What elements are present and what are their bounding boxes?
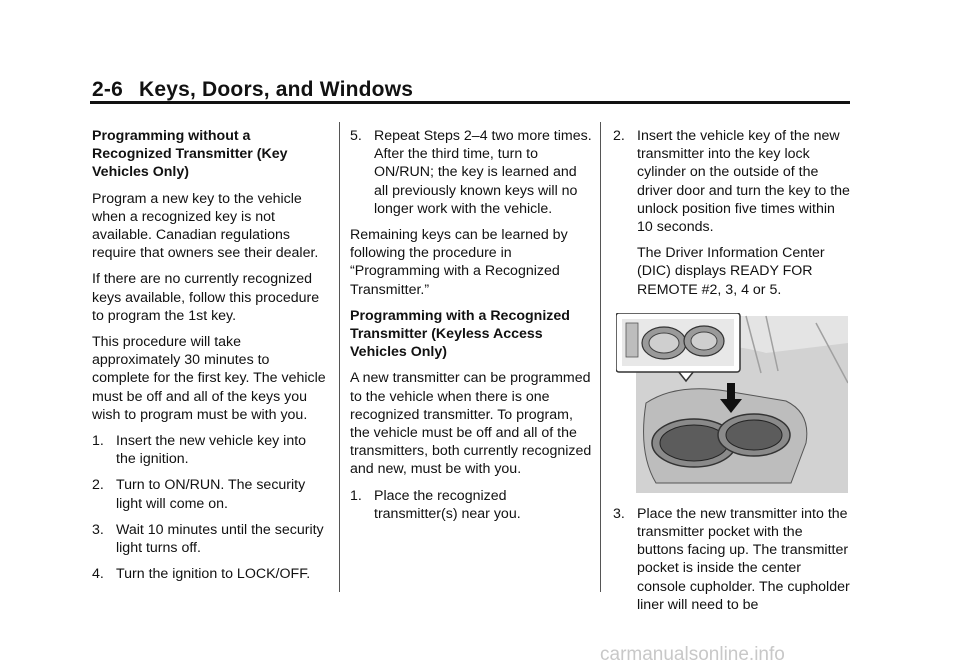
step-number: 2. [613, 128, 625, 144]
step-text: Wait 10 minutes until the security light turns off. [116, 521, 324, 557]
paragraph: Remaining keys can be learned by following the procedure in “Programming with a Recognized Transmitter.” [350, 227, 568, 298]
step-note: The Driver Information Center (DIC) displays READY FOR REMOTE #2, 3, 4 or 5. [637, 245, 825, 298]
step-item [350, 127, 592, 218]
step-item [613, 505, 853, 614]
step-number: 2. [92, 477, 104, 494]
step-item [613, 127, 853, 236]
watermark-text: carmanualsonline.info [600, 644, 785, 665]
step-number: 1. [350, 487, 362, 504]
column-1 [92, 127, 328, 591]
step-text: Insert the vehicle key of the new transmitter into the key lock cylinder on the outside of the driver door and turn the key to the unlock position five times within 10 seconds. [637, 128, 850, 236]
section-heading: Programming without a Recognized Transmitter (Key Vehicles Only) [92, 128, 288, 181]
step-item [92, 521, 328, 557]
step-item [350, 487, 592, 523]
column-2 [350, 127, 592, 531]
step-number: 3. [613, 505, 625, 522]
step-number: 1. [92, 433, 104, 450]
cupholder-illustration [616, 313, 848, 493]
header-rule [90, 101, 850, 104]
step-text: Turn to ON/RUN. The security light will come on. [116, 477, 306, 512]
step-number: 4. [92, 566, 104, 583]
paragraph: Program a new key to the vehicle when a recognized key is not available. Canadian regulations require that owners see their dealer. [92, 190, 319, 262]
column-divider [600, 122, 601, 592]
step-text: Insert the new vehicle key into the ignition. [116, 433, 307, 468]
step-item [92, 476, 328, 512]
paragraph: This procedure will take approximately 30 minutes to complete for the first key. The vehicle must be off and all of the keys you wish to program must be with you. [92, 334, 326, 423]
section-heading: Programming with a Recognized Transmitter (Keyless Access Vehicles Only) [350, 307, 570, 361]
step-item [92, 565, 328, 583]
section-title: Keys, Doors, and Windows [138, 78, 414, 101]
column-3 [613, 127, 853, 622]
step-text: Turn the ignition to LOCK/OFF. [116, 566, 311, 583]
step-text: Repeat Steps 2–4 two more times. After the third time, turn to ON/RUN; the key is learned and all previously known keys will no longer work with the vehicle. [374, 128, 592, 217]
step-text: Place the recognized transmitter(s) near you. [374, 487, 521, 522]
step-number: 3. [92, 521, 104, 538]
step-text: Place the new transmitter into the transmitter pocket with the buttons facing up. The transmitter pocket is inside the center console cupholder. The cupholder liner will need to be [637, 505, 850, 613]
step-number: 5. [350, 128, 362, 144]
page-number: 2-6 [92, 78, 123, 101]
page-header [92, 78, 413, 102]
step-item [92, 432, 328, 468]
cupholder-transmitter-pocket-icon [616, 313, 848, 493]
column-divider [339, 122, 340, 592]
paragraph: A new transmitter can be programmed to the vehicle when there is one recognized transmitter. To program, the vehicle must be off and all of the transmitters, both currently recognized and new, must be with you. [350, 370, 592, 478]
paragraph: If there are no currently recognized keys available, follow this procedure to program the 1st key. [92, 271, 320, 324]
